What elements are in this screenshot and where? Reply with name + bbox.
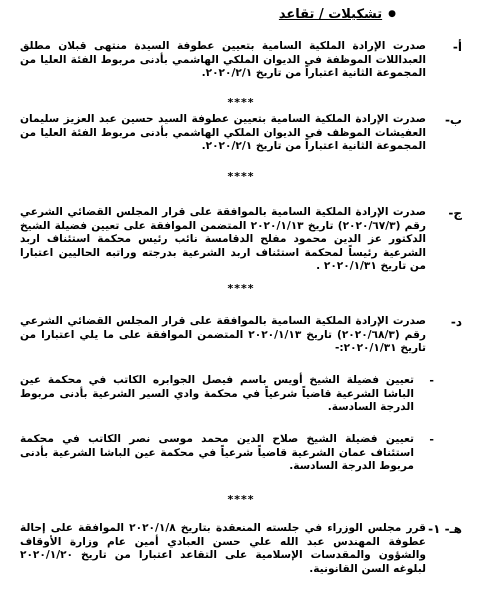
item-marker: د- bbox=[450, 315, 462, 329]
item-marker: أ- bbox=[452, 40, 462, 54]
decision-item-c bbox=[20, 206, 462, 272]
item-text: قرر مجلس الوزراء في جلسته المنعقدة بتاريخ ٢٠٢٠/١/٨ الموافقة على إحالة عطوفة المهندس عبد الله علي حسن العبادي أمين عام وزارة الأوقاف والشؤون والمقدسات الإسلامية على التقاعد اعتبارا من تاريخ ٢٠٢٠/١/٢٠ لبلوغه السن القانونية. bbox=[20, 522, 426, 575]
sub-item bbox=[20, 433, 434, 475]
separator: **** bbox=[227, 170, 255, 183]
item-text: صدرت الإرادة الملكية السامية بالموافقة على قرار المجلس القضائي الشرعي رقم (٢٠٢٠/٦٨/٣) تاريخ ٢٠٢٠/١/١٣ المتضمن الموافقة على ما يلي اعتبارا من تاريخ ٢٠٢٠/١/٣١:- bbox=[20, 315, 427, 354]
separator: **** bbox=[227, 493, 255, 506]
bullet-icon: ● bbox=[388, 8, 396, 19]
decision-item-d bbox=[20, 315, 462, 357]
section-heading bbox=[279, 4, 396, 24]
decision-item-b bbox=[20, 113, 462, 155]
sub-item bbox=[20, 374, 434, 416]
separator: **** bbox=[227, 96, 255, 109]
item-text: صدرت الإرادة الملكية السامية بتعيين عطوفة السيد حسين عبد العزيز سليمان العفيشات الموظف في الديوان الملكي الهاشمي بأدنى مربوط الفئة العليا من المجموعة الثانية اعتباراً من تاريخ ٢٠٢٠/٢/١. bbox=[20, 113, 426, 152]
decision-item-e bbox=[20, 522, 462, 578]
dash-marker: - bbox=[429, 433, 434, 446]
separator: **** bbox=[227, 282, 255, 295]
item-marker: ج- bbox=[448, 206, 462, 220]
item-text: صدرت الإرادة الملكية السامية بتعيين عطوفة السيدة منتهى قبلان مطلق العبداللات الموظفة في الديوان الملكي الهاشمي بأدنى مربوط الفئة العليا من المجموعة الثانية اعتباراً من تاريخ ٢٠٢٠/٢/١. bbox=[20, 40, 426, 79]
item-marker: ب- bbox=[444, 113, 462, 127]
sub-item-text: تعيين فضيلة الشيخ أويس باسم فيصل الجوابره الكاتب في محكمة عين الباشا الشرعية قاضياً شرعياً في محكمة وادي السير الشرعية بأدنى مربوط الدرجة السادسة. bbox=[20, 374, 414, 413]
item-text: صدرت الإرادة الملكية السامية بالموافقة على قرار المجلس القضائي الشرعي رقم (٢٠٢٠/٦٧/٣) تاريخ ٢٠٢٠/١/١٣ المتضمن الموافقة على تعيين فضيلة الشيخ الدكتور عز الدين محمود مفلح الدقامسة نائب رئيس محكمة استئناف اربد الشرعية رئيساً لمحكمة استئناف اربد الشرعية بدرجته وراتبه الحاليين اعتبارا من تاريخ ٢٠٢٠/١/٣١ . bbox=[20, 206, 426, 272]
sub-item-text: تعيين فضيلة الشيخ صلاح الدين محمد موسى نصر الكاتب في محكمة استئناف عمان الشرعية قاضياً شرعياً في محكمة عين الباشا الشرعية بأدنى مربوط الدرجة السادسة. bbox=[20, 433, 414, 472]
section-title: تشكيلات / تقاعد bbox=[278, 6, 383, 22]
decision-item-a bbox=[20, 40, 462, 82]
item-marker: هـ- ١- bbox=[428, 522, 462, 536]
dash-marker: - bbox=[429, 374, 434, 387]
